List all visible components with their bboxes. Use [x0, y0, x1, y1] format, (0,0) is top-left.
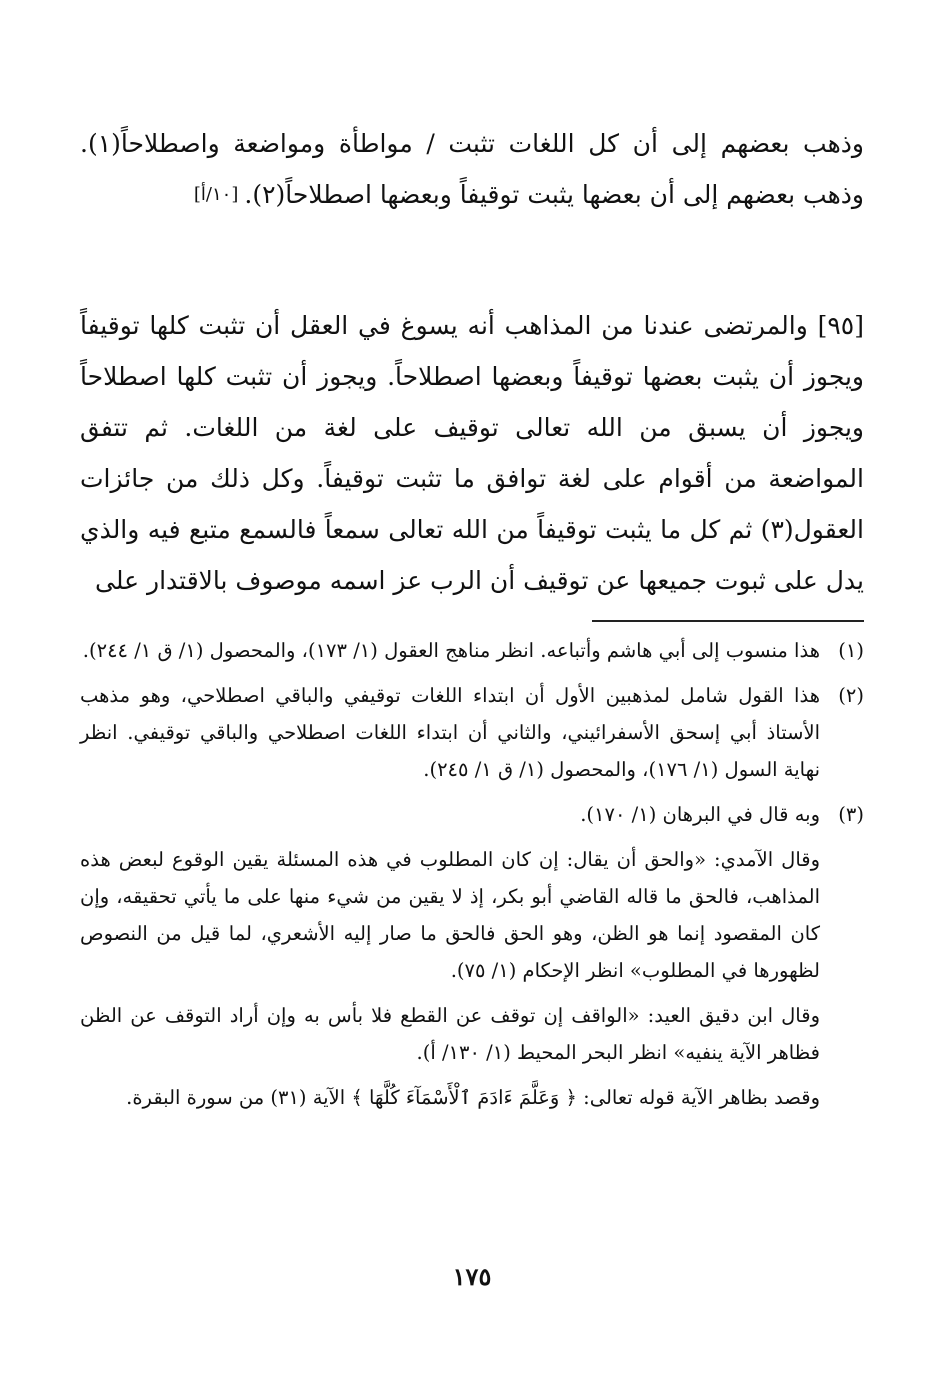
main-paragraph-1: [80, 118, 864, 220]
footnote-1-number: (١): [838, 639, 864, 662]
footnote-3-text: وبه قال في البرهان (١/ ١٧٠).: [580, 803, 820, 826]
footnote-3-verse-reference: وقصد بظاهر الآية قوله تعالى: ﴿ وَعَلَّمَ ءَادَمَ ٱلْأَسْمَآءَ كُلَّهَا ﴾ الآية (٣١) من سورة البقرة.: [126, 1086, 820, 1109]
manuscript-folio-ref: [١٠/أ]: [193, 184, 239, 205]
footnote-2: [80, 677, 864, 788]
footnote-1-text: هذا منسوب إلى أبي هاشم وأتباعه. انظر مناهج العقول (١/ ١٧٣)، والمحصول (١/ ق ١/ ٢٤٤).: [82, 639, 820, 662]
footnote-3-amidi-quote: وقال الآمدي: «والحق أن يقال: إن كان المطلوب في هذه المسئلة يقين الوقوع لبعض هذه المذاهب، فالحق ما قاله القاضي أبو بكر، إذ لا يقين من شيء منها على ما يأتي تحقيقه، وإن كان المقصود إنما هو الظن، وهو الحق فالحق ما صار إليه الأشعري، لما قيل من النصوص لظهورها في المطلوب» انظر الإحكام (١/ ٧٥).: [80, 848, 820, 982]
main-paragraph-2: [80, 300, 864, 606]
footnote-2-number: (٢): [838, 684, 864, 707]
page-number: ١٧٥: [452, 1262, 492, 1291]
paragraph-2-text: [٩٥] والمرتضى عندنا من المذاهب أنه يسوغ في العقل أن تثبت كلها توقيفاً ويجوز أن يثبت بعضها توقيفاً وبعضها اصطلاحاً. ويجوز أن تثبت كلها اصطلاحاً ويجوز أن يسبق من الله تعالى توقيف على لغة من اللغات. ثم تتفق المواضعة من أقوام على لغة توافق ما تثبت توقيفاً. وكل ذلك من جائزات العقول(٣) ثم كل ما يثبت توقيفاً من الله تعالى سمعاً فالسمع متبع فيه والذي يدل على ثبوت جميعها عن توقيف أن الرب عز اسمه موصوف بالاقتدار على: [80, 311, 864, 595]
footnote-3-number: (٣): [838, 803, 864, 826]
footnote-3-ibn-daqiq-quote: وقال ابن دقيق العيد: «الواقف إن توقف عن القطع فلا بأس به وإن أراد التوقف عن الظن فظاهر الآية ينفيه» انظر البحر المحيط (١/ ١٣٠/ أ).: [80, 1004, 820, 1064]
paragraph-1-text: وذهب بعضهم إلى أن كل اللغات تثبت / مواطأة ومواضعة واصطلاحاً(١). وذهب بعضهم إلى أن بعضها يثبت توقيفاً وبعضها اصطلاحاً(٢).: [80, 129, 864, 209]
footnote-1: [80, 632, 864, 669]
footnotes: [80, 632, 864, 1124]
footnote-2-text: هذا القول شامل لمذهبين الأول أن ابتداء اللغات توقيفي والباقي اصطلاحي، وهو مذهب الأستاذ أبي إسحق الأسفرائيني، والثاني أن ابتداء اللغات اصطلاحي والباقي توقيفي. انظر نهاية السول (١/ ١٧٦)، والمحصول (١/ ق ١/ ٢٤٥).: [80, 684, 820, 781]
footnote-3: [80, 796, 864, 833]
footnote-separator: [592, 620, 864, 622]
